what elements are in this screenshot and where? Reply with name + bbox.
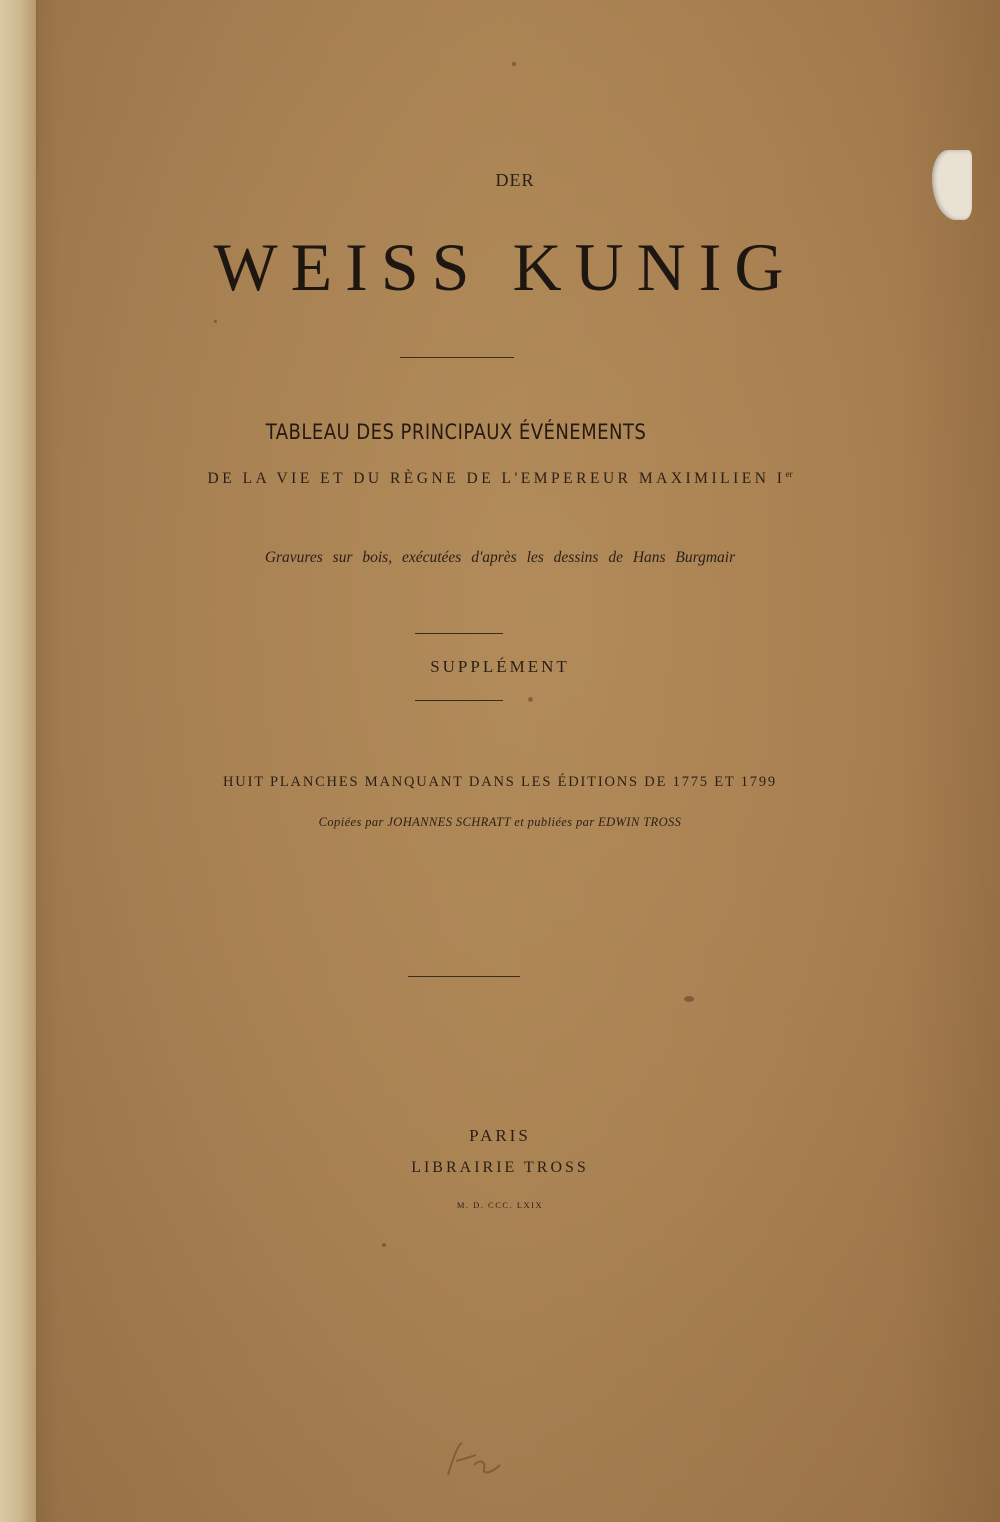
paper-speck — [382, 1243, 386, 1247]
divider-rule — [408, 976, 520, 977]
main-title: WEISS KUNIG — [213, 229, 797, 305]
title-article: DER — [495, 170, 535, 190]
subtitle: TABLEAU DES PRINCIPAUX ÉVÉNEMENTS — [265, 420, 647, 444]
paper-speck — [528, 697, 533, 702]
divider-rule — [415, 633, 503, 634]
paper-speck — [684, 996, 694, 1002]
engravings-note: Gravures sur bois, exécutées d'après les dessins de Hans Burgmair — [264, 549, 736, 566]
imprint-publisher: LIBRAIRIE TROSS — [411, 1159, 589, 1176]
ordinal-superscript: er — [785, 469, 793, 479]
credits-line: Copiées par JOHANNES SCHRATT et publiées par EDWIN TROSS — [318, 815, 682, 829]
divider-rule — [400, 357, 514, 358]
paper-speck — [214, 320, 217, 323]
imprint-year: M. D. CCC. LXIX — [456, 1200, 544, 1210]
handwritten-mark-icon — [440, 1435, 510, 1485]
subtitle-line-text: DE LA VIE ET DU RÈGNE DE L'EMPEREUR MAXIMILIEN I — [207, 470, 786, 488]
paper-speck — [512, 62, 516, 66]
subtitle-line — [0, 469, 1000, 488]
plates-note: HUIT PLANCHES MANQUANT DANS LES ÉDITIONS DE 1775 ET 1799 — [223, 774, 777, 790]
divider-rule — [415, 700, 503, 701]
imprint-city: PARIS — [469, 1126, 531, 1145]
supplement-heading: SUPPLÉMENT — [430, 657, 570, 676]
